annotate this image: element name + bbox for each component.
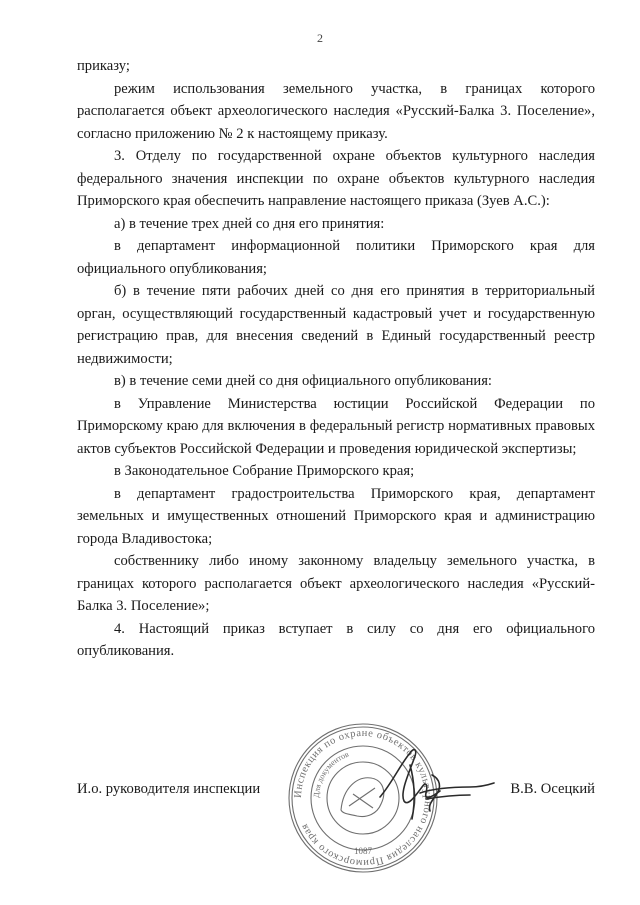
seal-inner-text: Для документов	[311, 749, 350, 799]
paragraph: б) в течение пяти рабочих дней со дня его принятия в территориальный орган, осуществляющий государственный кадастровый учет и государственную регистрацию прав, для внесения сведений в Единый государственный реестр недвижимости;	[77, 283, 595, 367]
paragraph: собственнику либо иному законному владельцу земельного участка, в границах которого располагается объект археологического наследия «Русский-Балка 3. Поселение»;	[77, 553, 595, 614]
paragraph: в департамент информационной политики Приморского края для официального опубликования;	[77, 238, 595, 277]
signatory-name: В.В. Осецкий	[510, 781, 595, 797]
paragraph: приказу;	[77, 58, 130, 74]
paragraph: в) в течение семи дней со дня официального опубликования:	[114, 373, 492, 389]
paragraph: режим использования земельного участка, в границах которого располагается объект археологического наследия «Русский-Балка 3. Поселение», согласно приложению № 2 к настоящему приказу.	[77, 80, 595, 142]
seal-outer-text: Инспекция по охране объектов культурного наследия Приморского края	[292, 727, 434, 869]
paragraph: в Управление Министерства юстиции Российской Федерации по Приморскому краю для включения в федеральный регистр нормативных правовых актов субъектов Российской Федерации и проведения юридической экспертизы;	[77, 395, 595, 457]
seal-number: 1087	[354, 846, 372, 856]
document-body	[77, 55, 595, 663]
paragraph: в Законодательное Собрание Приморского края;	[114, 463, 415, 479]
paragraph: а) в течение трех дней со дня его принятия:	[114, 215, 385, 232]
paragraph: 4. Настоящий приказ вступает в силу со дня его официального опубликования.	[77, 620, 595, 659]
paragraph: 3. Отделу по государственной охране объектов культурного наследия федерального значения инспекции по охране объектов культурного наследия Приморского края обеспечить направление настоящего приказа (Зуев А.С.):	[77, 148, 595, 209]
page-number: 2	[317, 31, 323, 45]
signatory-position: И.о. руководителя инспекции	[77, 781, 261, 797]
paragraph: в департамент градостроительства Приморского края, департамент земельных и имущественных отношений Приморского края и администрацию города Владивостока;	[77, 485, 595, 547]
handwritten-signature-icon	[370, 735, 500, 835]
